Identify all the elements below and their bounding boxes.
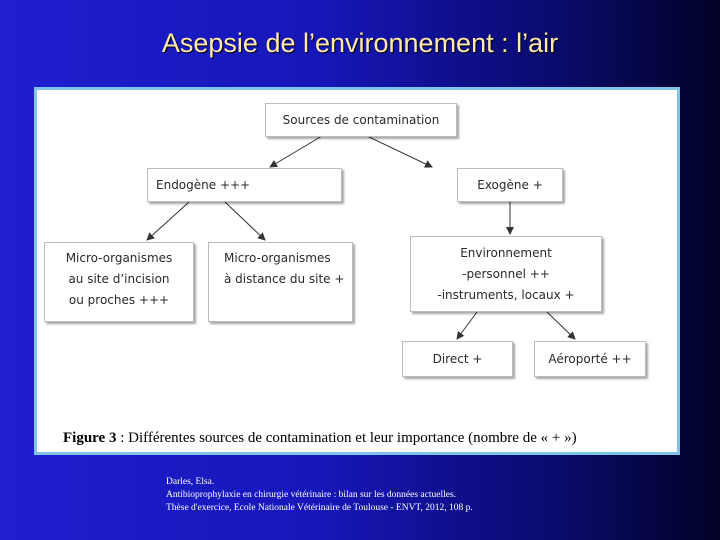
figure-caption: [63, 430, 577, 447]
node-micro-distance-line-1: Micro-organismes: [224, 251, 331, 265]
node-aeroporte-label: Aéroporté ++: [548, 352, 632, 366]
node-aeroporte: [534, 341, 646, 377]
node-micro-site-line-1: Micro-organismes: [65, 251, 173, 265]
diagram: [37, 90, 677, 452]
node-micro-organismes-site: [44, 242, 194, 322]
node-environnement-line-1: Environnement: [460, 246, 552, 260]
citation-title: Antibioprophylaxie en chirurgie vétérinaire : bilan sur les données actuelles.: [166, 490, 457, 500]
node-direct: [402, 341, 513, 377]
node-exogene-label: Exogène +: [477, 178, 543, 192]
citation-source: Thèse d'exercice, Ecole Nationale Vétérinaire de Toulouse - ENVT, 2012, 108 p.: [166, 503, 473, 513]
arrow-environnement-aeroporte: [547, 312, 575, 339]
figure-caption-text: : Différentes sources de contamination et leur importance (nombre de « + »): [116, 430, 577, 446]
node-sources-de-contamination: [265, 103, 457, 137]
node-environnement: [410, 236, 602, 312]
arrow-sources-endogene: [270, 136, 322, 167]
node-endogene-label: Endogène +++: [156, 178, 251, 192]
node-environnement-line-2: -personnel ++: [462, 267, 550, 281]
node-endogene: [147, 168, 342, 202]
slide-title: Asepsie de l’environnement : l’air: [161, 28, 559, 58]
arrow-endogene-micro-distance: [225, 202, 265, 240]
node-sources-label: Sources de contamination: [282, 113, 440, 127]
figure-caption-label: Figure 3: [63, 430, 117, 446]
node-environnement-line-3: -instruments, locaux +: [437, 288, 575, 302]
figure-frame: [34, 87, 680, 455]
citation-author: Darles, Elsa.: [166, 477, 215, 487]
node-micro-site-line-3: ou proches +++: [68, 293, 170, 307]
node-micro-distance-line-2: à distance du site +: [224, 272, 345, 286]
arrow-endogene-micro-site: [147, 202, 189, 240]
arrow-sources-exogene: [367, 136, 432, 167]
node-micro-organismes-distance: [208, 242, 353, 322]
node-micro-site-line-2: au site d’incision: [68, 272, 170, 286]
arrow-environnement-direct: [457, 312, 477, 339]
node-direct-label: Direct +: [432, 352, 483, 366]
citation: [166, 476, 473, 515]
node-exogene: [457, 168, 563, 202]
